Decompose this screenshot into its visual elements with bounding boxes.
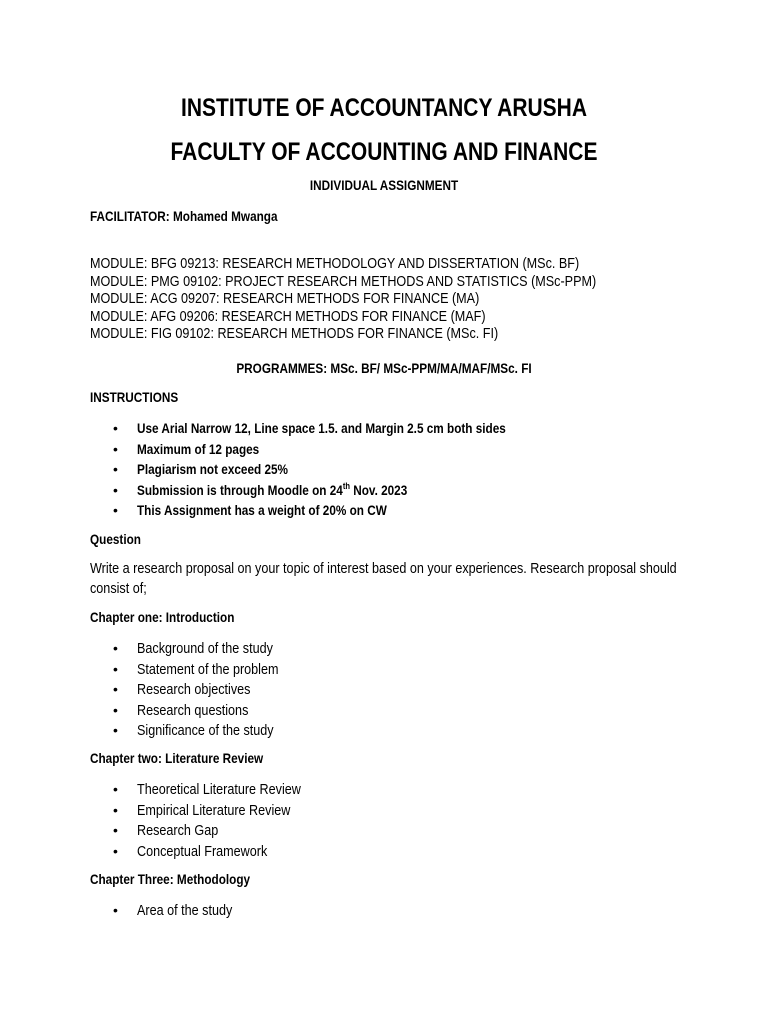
facilitator-name: Mohamed Mwanga — [172, 208, 278, 224]
instruction-text: Use Arial Narrow 12, Line space 1.5. and Margin 2.5 cm both sides — [137, 420, 506, 436]
chapter-two-list — [113, 781, 413, 863]
list-item — [113, 482, 673, 503]
list-item — [113, 802, 413, 823]
bullet-icon — [113, 661, 123, 678]
question-line: Write a research proposal on your topic of interest based on your experiences. Research proposal should — [90, 560, 677, 577]
list-item-text: Conceptual Framework — [137, 842, 268, 860]
bullet-icon — [113, 802, 123, 819]
list-item-text: Research Gap — [137, 822, 219, 839]
faculty-title: FACULTY OF ACCOUNTING AND FINANCE — [170, 138, 598, 166]
list-item — [113, 461, 673, 482]
module-line: MODULE: AFG 09206: RESEARCH METHODS FOR FINANCE (MAF) — [90, 307, 486, 325]
question-line: consist of; — [90, 580, 147, 597]
bullet-icon — [113, 441, 123, 458]
instruction-text: This Assignment has a weight of 20% on CW — [137, 502, 387, 518]
institute-title: INSTITUTE OF ACCOUNTANCY ARUSHA — [180, 94, 587, 122]
submission-text — [137, 482, 407, 498]
list-item — [113, 661, 413, 682]
bullet-icon — [113, 843, 123, 860]
list-item-text: Background of the study — [137, 640, 273, 657]
list-item — [113, 441, 673, 462]
question-heading: Question — [90, 531, 141, 547]
chapter-one-heading: Chapter one: Introduction — [90, 609, 235, 625]
module-line: MODULE: PMG 09102: PROJECT RESEARCH METHODS AND STATISTICS (MSc-PPM) — [90, 272, 597, 290]
module-line: MODULE: BFG 09213: RESEARCH METHODOLOGY AND DISSERTATION (MSc. BF) — [90, 255, 580, 272]
list-item-text: Statement of the problem — [137, 660, 279, 678]
programmes-line: PROGRAMMES: MSc. BF/ MSc-PPM/MA/MAF/MSc. FI — [236, 360, 532, 376]
facilitator-label: FACILITATOR: — [90, 208, 170, 224]
list-item-text: Research objectives — [137, 681, 251, 698]
list-item — [113, 702, 413, 723]
programmes-wrap — [0, 360, 768, 376]
module-list — [90, 255, 596, 343]
bullet-icon — [113, 420, 123, 437]
list-item — [113, 640, 413, 661]
list-item-text: Research questions — [137, 701, 249, 719]
list-item — [113, 420, 673, 441]
chapter-three-list — [113, 902, 413, 923]
bullet-icon — [113, 681, 123, 698]
module-line: MODULE: ACG 09207: RESEARCH METHODS FOR FINANCE (MA) — [90, 290, 480, 307]
instruction-text: Plagiarism not exceed 25% — [137, 461, 289, 477]
instructions-list — [113, 420, 673, 523]
chapter-three-heading: Chapter Three: Methodology — [90, 871, 251, 887]
instruction-text: Maximum of 12 pages — [137, 440, 260, 457]
list-item — [113, 502, 673, 523]
list-item — [113, 781, 413, 802]
faculty-title-wrap — [0, 138, 768, 167]
submission-suffix: Nov. 2023 — [349, 481, 408, 498]
bullet-icon — [113, 461, 123, 478]
list-item-text: Area of the study — [137, 902, 233, 919]
list-item-text: Theoretical Literature Review — [137, 781, 301, 798]
institute-title-wrap — [0, 94, 768, 123]
chapter-two-heading: Chapter two: Literature Review — [90, 750, 264, 766]
bullet-icon — [113, 502, 123, 519]
submission-ordinal: th — [342, 480, 350, 491]
bullet-icon — [113, 902, 123, 919]
list-item — [113, 722, 413, 743]
bullet-icon — [113, 781, 123, 798]
assignment-type: INDIVIDUAL ASSIGNMENT — [309, 177, 459, 193]
list-item — [113, 902, 413, 923]
bullet-icon — [113, 482, 123, 499]
facilitator-line — [90, 208, 278, 224]
bullet-icon — [113, 640, 123, 657]
list-item-text: Empirical Literature Review — [137, 801, 291, 819]
bullet-icon — [113, 822, 123, 839]
bullet-icon — [113, 722, 123, 739]
list-item-text: Significance of the study — [137, 722, 274, 739]
instructions-heading: INSTRUCTIONS — [90, 389, 179, 405]
list-item — [113, 822, 413, 843]
chapter-one-list — [113, 640, 413, 743]
list-item — [113, 681, 413, 702]
bullet-icon — [113, 702, 123, 719]
submission-prefix: Submission is through Moodle on 24 — [137, 481, 343, 498]
list-item — [113, 843, 413, 864]
module-line: MODULE: FIG 09102: RESEARCH METHODS FOR FINANCE (MSc. FI) — [90, 325, 499, 342]
question-paragraph — [90, 559, 677, 599]
assignment-type-wrap — [0, 177, 768, 193]
